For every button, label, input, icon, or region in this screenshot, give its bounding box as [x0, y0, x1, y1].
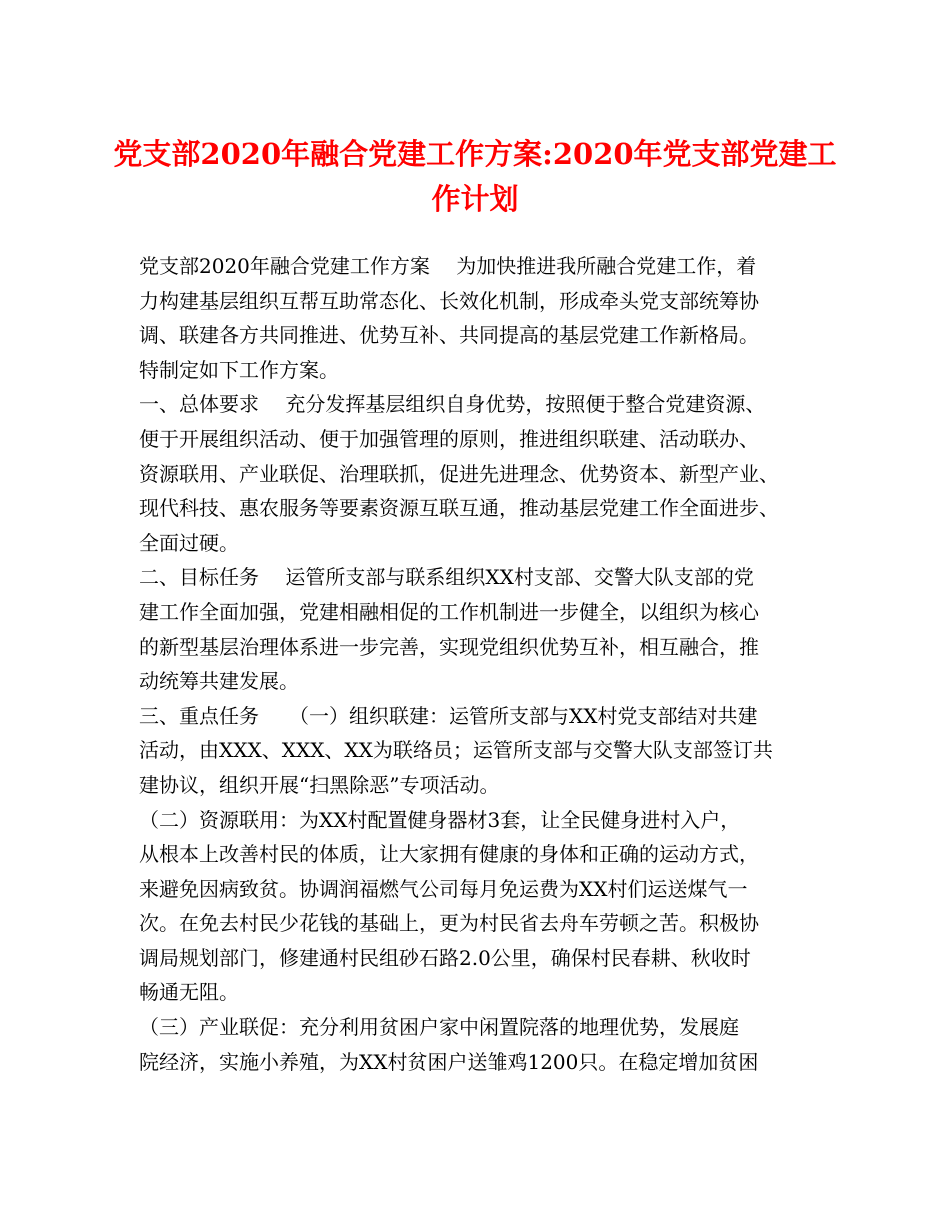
document-title-line-1: 党支部2020年融合党建工作方案:2020年党支部党建工: [113, 137, 837, 171]
body-line: 院经济，实施小养殖，为XX村贫困户送雏鸡1200只。在稳定增加贫困: [139, 1049, 759, 1074]
document-title-line-2: 作计划: [431, 182, 519, 216]
body-line: （三）产业联促：充分利用贫困户家中闲置院落的地理优势，发展庭: [139, 1015, 739, 1040]
body-line: （二）资源联用：为XX村配置健身器材3套，让全民健身进村入户，: [139, 807, 741, 832]
body-line: 调局规划部门，修建通村民组砂石路2.0公里，确保村民春耕、秋收时: [139, 945, 751, 970]
body-line: 建协议，组织开展“扫黑除恶”专项活动。: [139, 772, 500, 797]
body-line: 现代科技、惠农服务等要素资源互联互通，推动基层党建工作全面进步、: [139, 496, 779, 521]
body-line: 全面过硬。: [139, 530, 239, 555]
body-line: 三、重点任务 （一）组织联建：运管所支部与XX村党支部结对共建: [139, 703, 758, 728]
document-body: [139, 249, 839, 1079]
body-line: 从根本上改善村民的体质，让大家拥有健康的身体和正确的运动方式，: [139, 842, 759, 867]
body-line: 二、目标任务 运管所支部与联系组织XX村支部、交警大队支部的党: [139, 565, 754, 590]
body-line: 动统筹共建发展。: [139, 669, 299, 694]
body-line: 畅通无阻。: [139, 980, 239, 1005]
body-line: 建工作全面加强，党建相融相促的工作机制进一步健全，以组织为核心: [139, 599, 759, 624]
body-line: 活动，由XXX、XXX、XX为联络员；运管所支部与交警大队支部签订共: [139, 738, 773, 763]
body-line: 力构建基层组织互帮互助常态化、长效化机制，形成牵头党支部统筹协: [139, 288, 759, 313]
body-line: 调、联建各方共同推进、优势互补、共同提高的基层党建工作新格局。: [139, 323, 759, 348]
body-line: 资源联用、产业联促、治理联抓，促进先进理念、优势资本、新型产业、: [139, 461, 779, 486]
body-line: 特制定如下工作方案。: [139, 357, 339, 382]
body-line: 次。在免去村民少花钱的基础上，更为村民省去舟车劳顿之苦。积极协: [139, 911, 759, 936]
body-line: 一、总体要求 充分发挥基层组织自身优势，按照便于整合党建资源、: [139, 392, 766, 417]
body-line: 党支部2020年融合党建工作方案 为加快推进我所融合党建工作，着: [139, 254, 757, 278]
body-line: 便于开展组织活动、便于加强管理的原则，推进组织联建、活动联办、: [139, 426, 759, 451]
body-line: 来避免因病致贫。协调润福燃气公司每月免运费为XX村们运送煤气一: [139, 876, 748, 901]
body-line: 的新型基层治理体系进一步完善，实现党组织优势互补，相互融合，推: [139, 634, 759, 659]
